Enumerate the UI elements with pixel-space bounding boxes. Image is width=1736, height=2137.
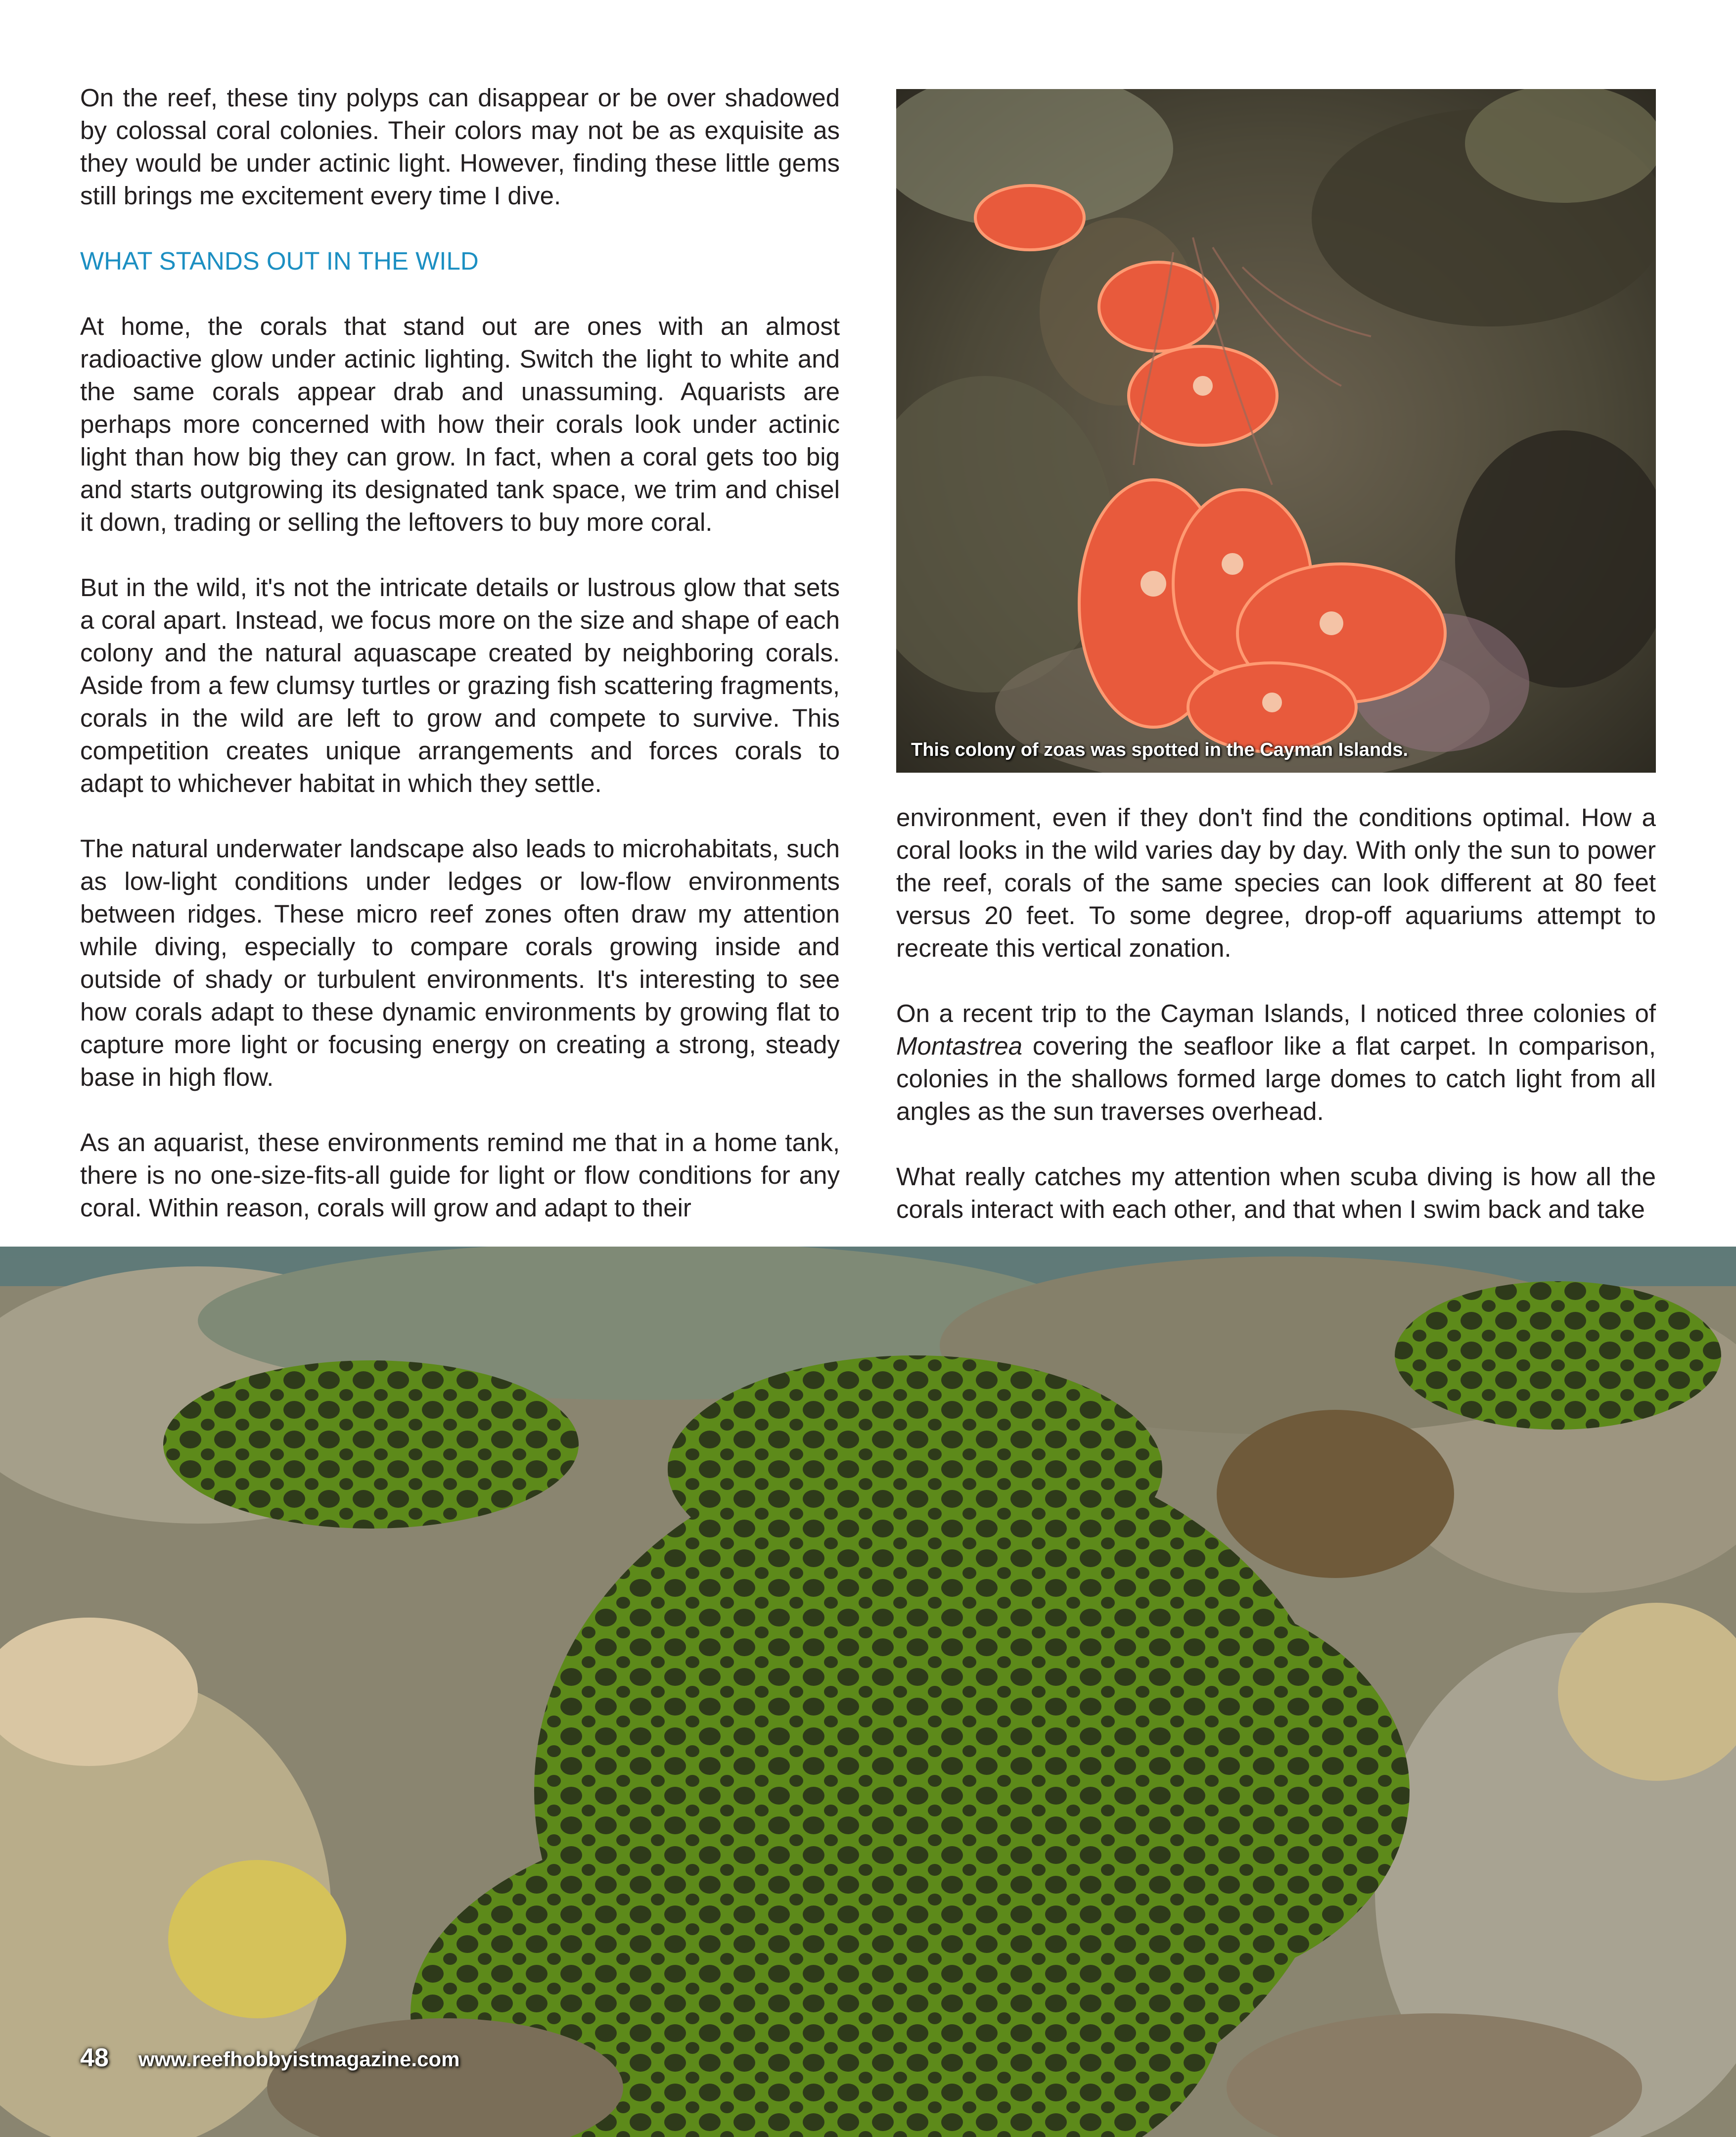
- paragraph: But in the wild, it's not the intricate details or lustrous glow that sets a coral apart. Instead, we focus more on the size and shape of each colony and the natural aquascape created by neighboring corals. Aside from a few clumsy turtles or grazing fish scattering fragments, corals in the wild are left to grow and compete to survive. This competition creates unique arrangements and forces corals to adapt to whichever habitat in which they settle.: [80, 573, 840, 797]
- paragraph: The natural underwater landscape also leads to microhabitats, such as low-light conditions under ledges or low-flow environments between ridges. These micro reef zones often draw my attention while diving, especially to compare corals growing inside and outside of shady or turbulent environments. It's interesting to see how corals adapt to these dynamic environments by growing flat to capture more light or focusing energy on creating a strong, steady base in high flow.: [80, 835, 840, 1091]
- left-text-column: [80, 82, 840, 1224]
- zoa-colony-photo: [896, 89, 1656, 773]
- text-run: covering the seafloor like a flat carpet. In comparison, colonies in the shallows formed large domes to catch light from all angles as the sun traverses overhead.: [896, 1032, 1656, 1125]
- right-text-column: [896, 801, 1656, 1226]
- page-footer: [80, 2043, 459, 2073]
- paragraph: environment, even if they don't find the conditions optimal. How a coral looks in the wild varies day by day. With only the sun to power the reef, corals of the same species can look different at 80 feet versus 20 feet. To some degree, drop-off aquariums attempt to recreate this vertical zonation.: [896, 803, 1656, 962]
- photo-caption: This colony of zoas was spotted in the Cayman Islands.: [911, 740, 1409, 760]
- paragraph: On the reef, these tiny polyps can disappear or be over shadowed by colossal coral colonies. Their colors may not be as exquisite as they would be under actinic light. However, finding these little gems still brings me excitement every time I dive.: [80, 84, 840, 210]
- paragraph: At home, the corals that stand out are ones with an almost radioactive glow under actinic lighting. Switch the light to white and the same corals appear drab and unassuming. Aquarists are perhaps more concerned with how their corals look under actinic light than how big they can grow. In fact, when a coral gets too big and starts outgrowing its designated tank space, we trim and chisel it down, trading or selling the leftovers to buy more coral.: [80, 312, 840, 536]
- paragraph: What really catches my attention when scuba diving is how all the corals interact with each other, and that when I swim back and take: [896, 1162, 1656, 1223]
- website-url: www.reefhobbyistmagazine.com: [138, 2047, 460, 2071]
- paragraph: As an aquarist, these environments remind me that in a home tank, there is no one-size-fits-all guide for light or flow conditions for any coral. Within reason, corals will grow and adapt to their: [80, 1128, 840, 1222]
- paragraph: [896, 997, 1656, 1128]
- text-run: On a recent trip to the Cayman Islands, I noticed three colonies of: [896, 999, 1656, 1027]
- montastrea-reef-photo: [0, 1247, 1736, 2137]
- section-heading: WHAT STANDS OUT IN THE WILD: [80, 247, 479, 275]
- species-name: Montastrea: [896, 1032, 1023, 1060]
- page-number: 48: [80, 2044, 109, 2072]
